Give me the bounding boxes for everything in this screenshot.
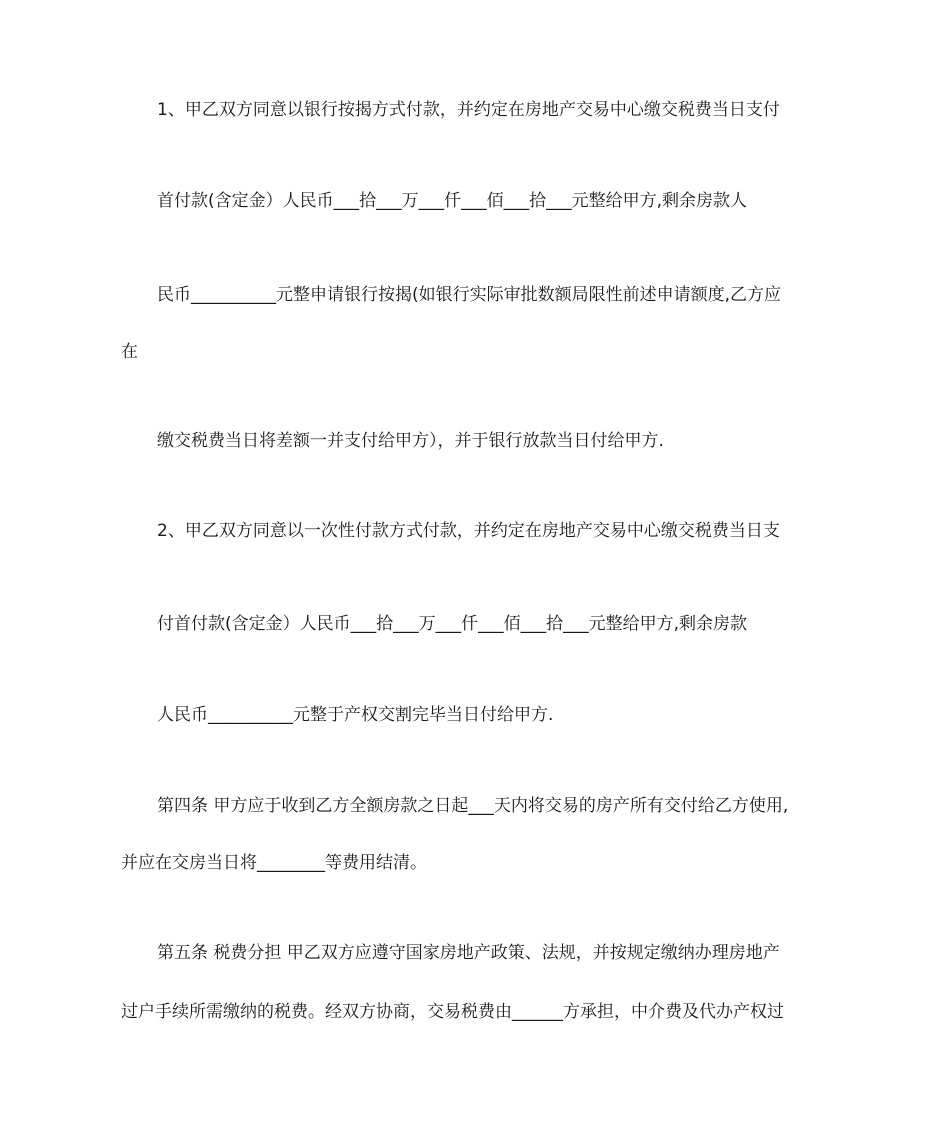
paragraph-line-8: 人民币__________元整于产权交割完毕当日付给甲方. [157, 705, 554, 725]
paragraph-line-11: 第五条 税费分担 甲乙双方应遵守国家房地产政策、法规，并按规定缴纳办理房地产 [157, 943, 780, 963]
paragraph-line-1: 1、甲乙双方同意以银行按揭方式付款，并约定在房地产交易中心缴交税费当日支付 [157, 100, 780, 120]
paragraph-line-5: 缴交税费当日将差额一并支付给甲方），并于银行放款当日付给甲方. [157, 431, 664, 451]
paragraph-line-9: 第四条 甲方应于收到乙方全额房款之日起___天内将交易的房产所有交付给乙方使用, [157, 796, 789, 816]
paragraph-line-7: 付首付款(含定金）人民币___拾___万___仟___佰___拾___元整给甲方,剩余房款 [157, 614, 748, 634]
paragraph-line-3: 民币__________元整申请银行按揭(如银行实际审批数额局限性前述申请额度,乙方应 [157, 285, 782, 305]
paragraph-line-12: 过户手续所需缴纳的税费。经双方协商，交易税费由______方承担，中介费及代办产权过 [121, 1002, 784, 1022]
paragraph-line-2: 首付款(含定金）人民币___拾___万___仟___佰___拾___元整给甲方,剩余房款人 [157, 191, 748, 211]
paragraph-line-4: 在 [121, 342, 138, 362]
paragraph-line-10: 并应在交房当日将________等费用结清。 [121, 853, 427, 873]
paragraph-line-6: 2、甲乙双方同意以一次性付款方式付款，并约定在房地产交易中心缴交税费当日支 [157, 521, 780, 541]
